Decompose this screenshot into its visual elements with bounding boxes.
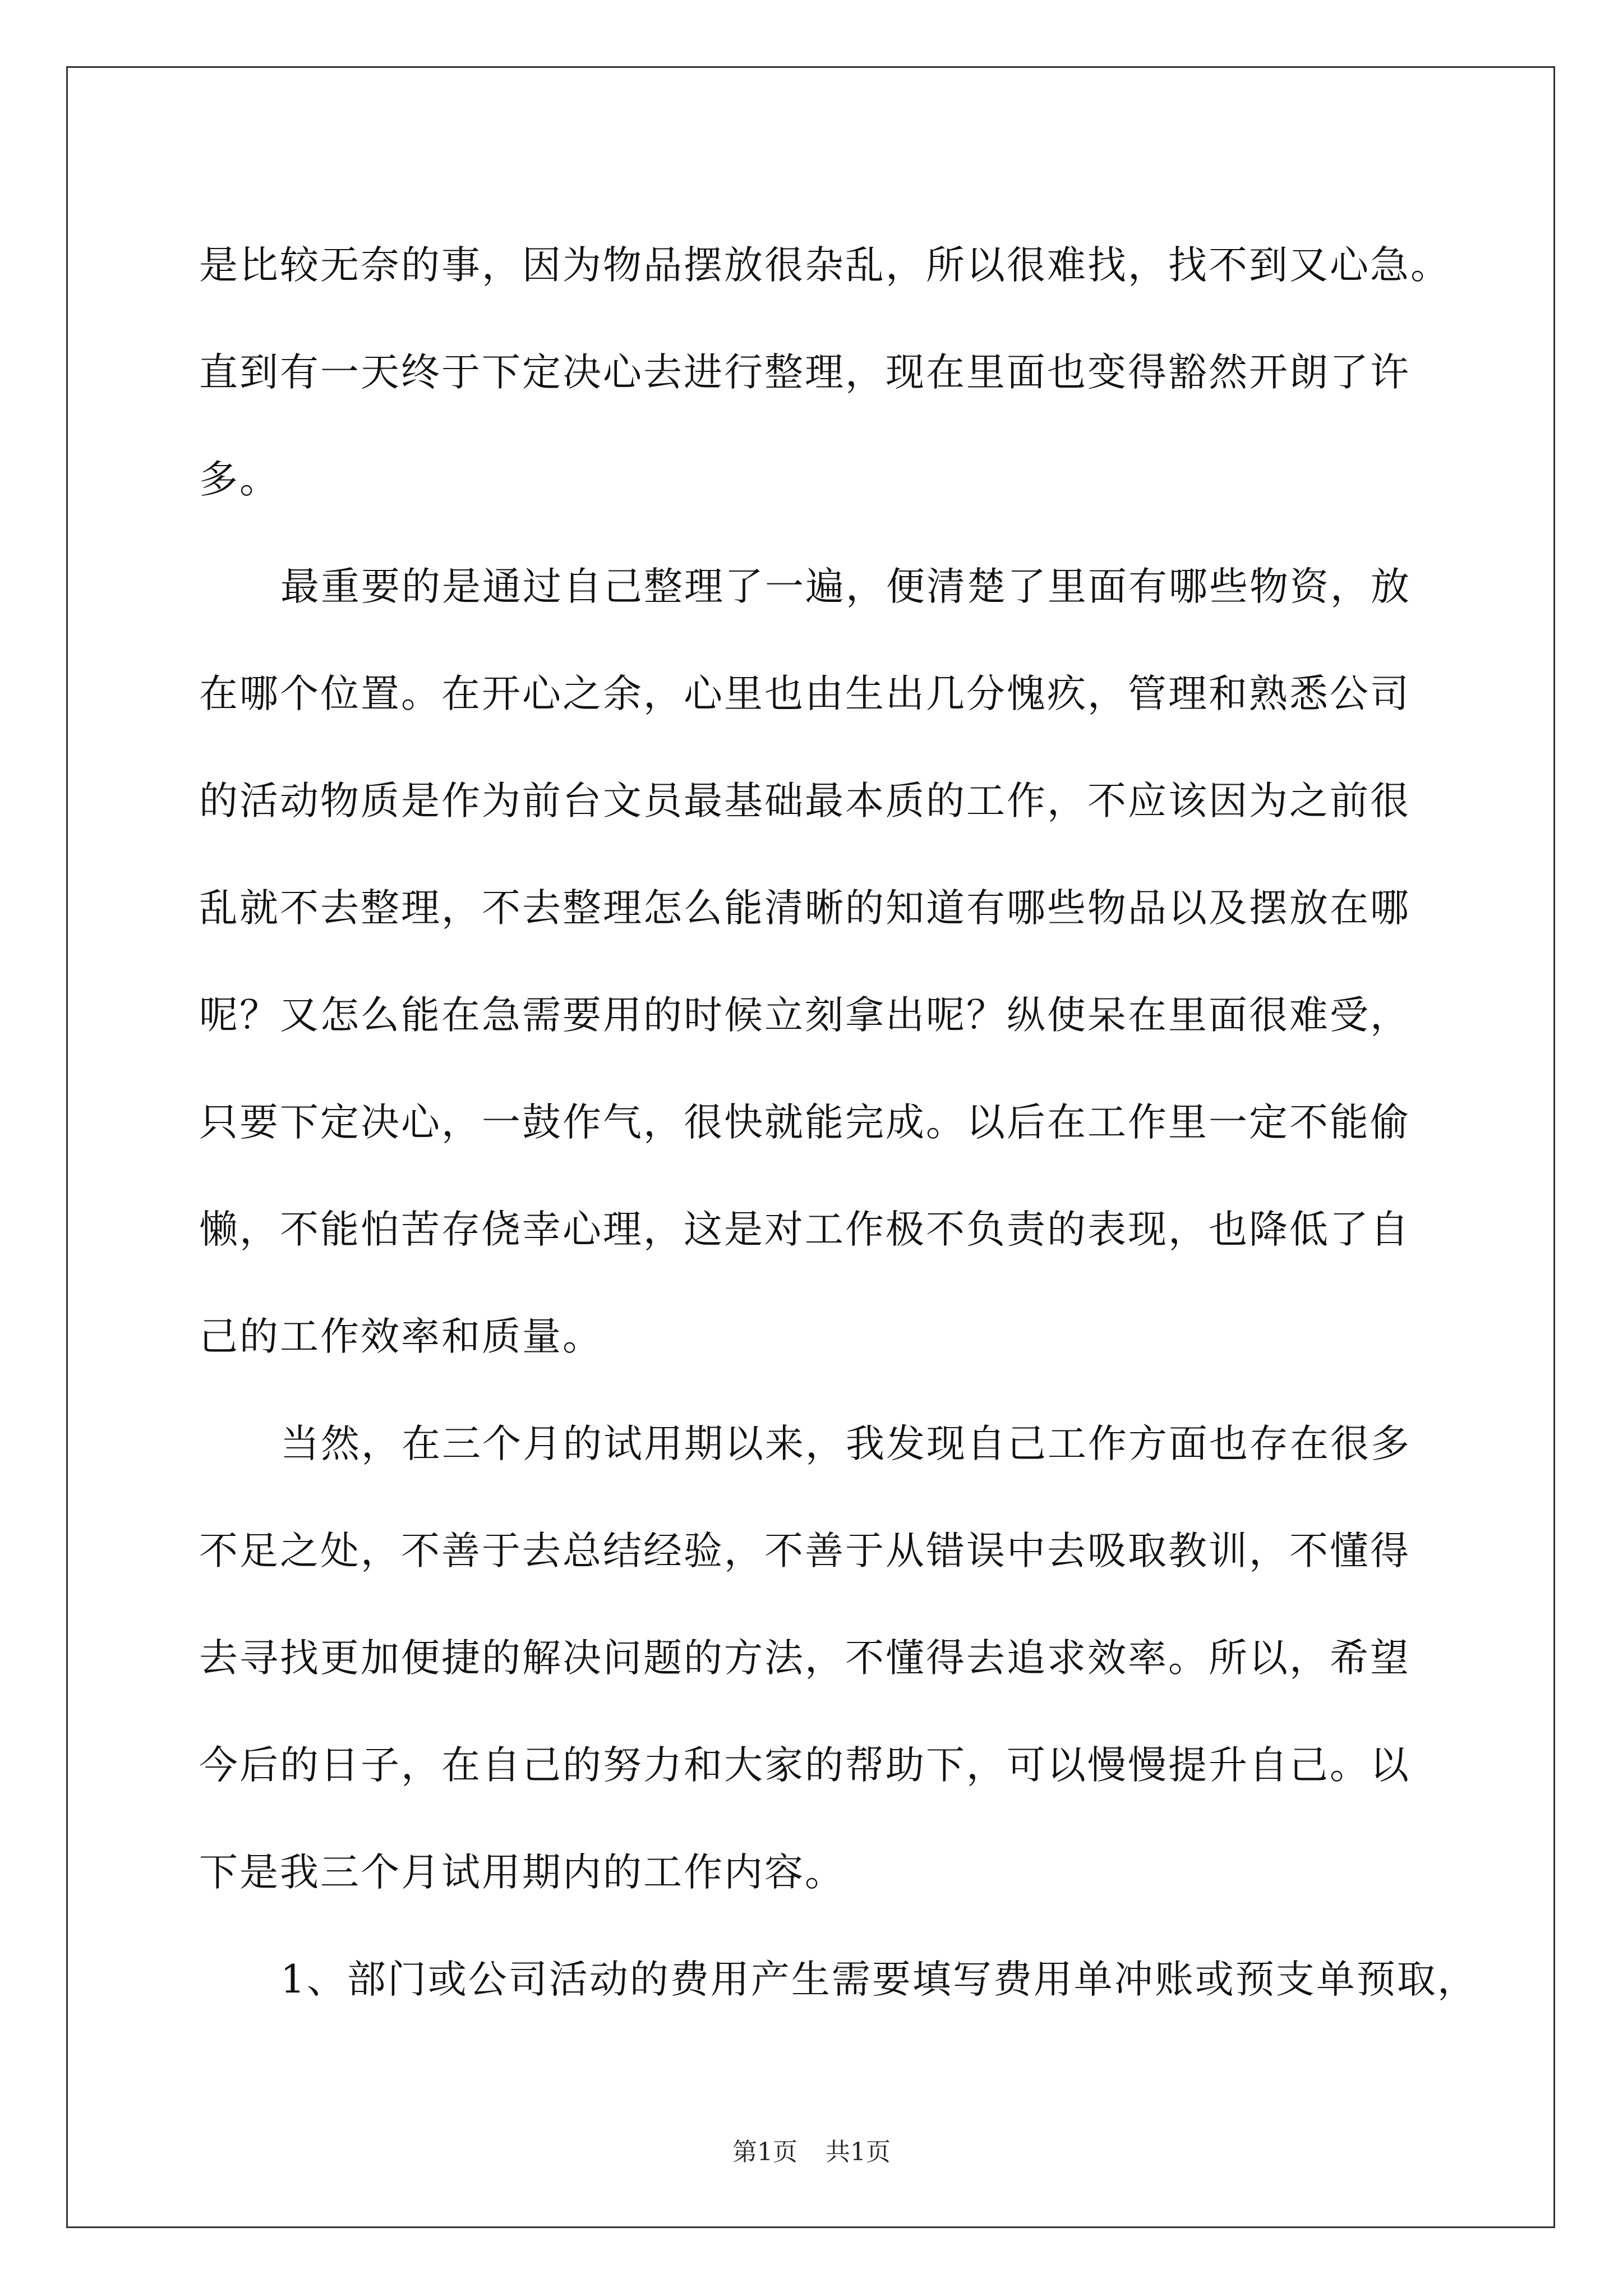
text-line: 是比较无奈的事，因为物品摆放很杂乱，所以很难找，找不到又心急。 (199, 243, 1451, 288)
text-line: 当然，在三个月的试用期以来，我发现自己工作方面也存在很多 (280, 1421, 1411, 1466)
text-line: 的活动物质是作为前台文员最基础最本质的工作，不应该因为之前很 (199, 779, 1410, 823)
text-line: 多。 (199, 457, 280, 502)
page-total: 共1页 (826, 2138, 891, 2166)
page-number: 第1页 (732, 2138, 797, 2166)
text-line: 己的工作效率和质量。 (199, 1314, 603, 1359)
text-line: 呢？又怎么能在急需要用的时候立刻拿出呢？纵使呆在里面很难受， (199, 993, 1410, 1038)
text-line: 最重要的是通过自己整理了一遍，便清楚了里面有哪些物资，放 (280, 564, 1411, 609)
text-line: 懒，不能怕苦存侥幸心理，这是对工作极不负责的表现，也降低了自 (199, 1207, 1410, 1252)
text-line: 在哪个位置。在开心之余，心里也由生出几分愧疚，管理和熟悉公司 (199, 671, 1410, 716)
page-footer (0, 2132, 1623, 2168)
text-line: 乱就不去整理，不去整理怎么能清晰的知道有哪些物品以及摆放在哪 (199, 886, 1410, 931)
text-line: 直到有一天终于下定决心去进行整理，现在里面也变得豁然开朗了许 (199, 350, 1410, 395)
text-line: 去寻找更加便捷的解决问题的方法，不懂得去追求效率。所以，希望 (199, 1636, 1410, 1681)
text-line: 只要下定决心，一鼓作气，很快就能完成。以后在工作里一定不能偷 (199, 1100, 1410, 1145)
text-line: 不足之处，不善于去总结经验，不善于从错误中去吸取教训，不懂得 (199, 1529, 1410, 1573)
text-line: 今后的日子，在自己的努力和大家的帮助下，可以慢慢提升自己。以 (199, 1743, 1410, 1788)
text-line: 1、部门或公司活动的费用产生需要填写费用单冲账或预支单预取， (280, 1957, 1478, 2002)
document-body (199, 212, 1478, 2033)
text-line: 下是我三个月试用期内的工作内容。 (199, 1850, 845, 1895)
